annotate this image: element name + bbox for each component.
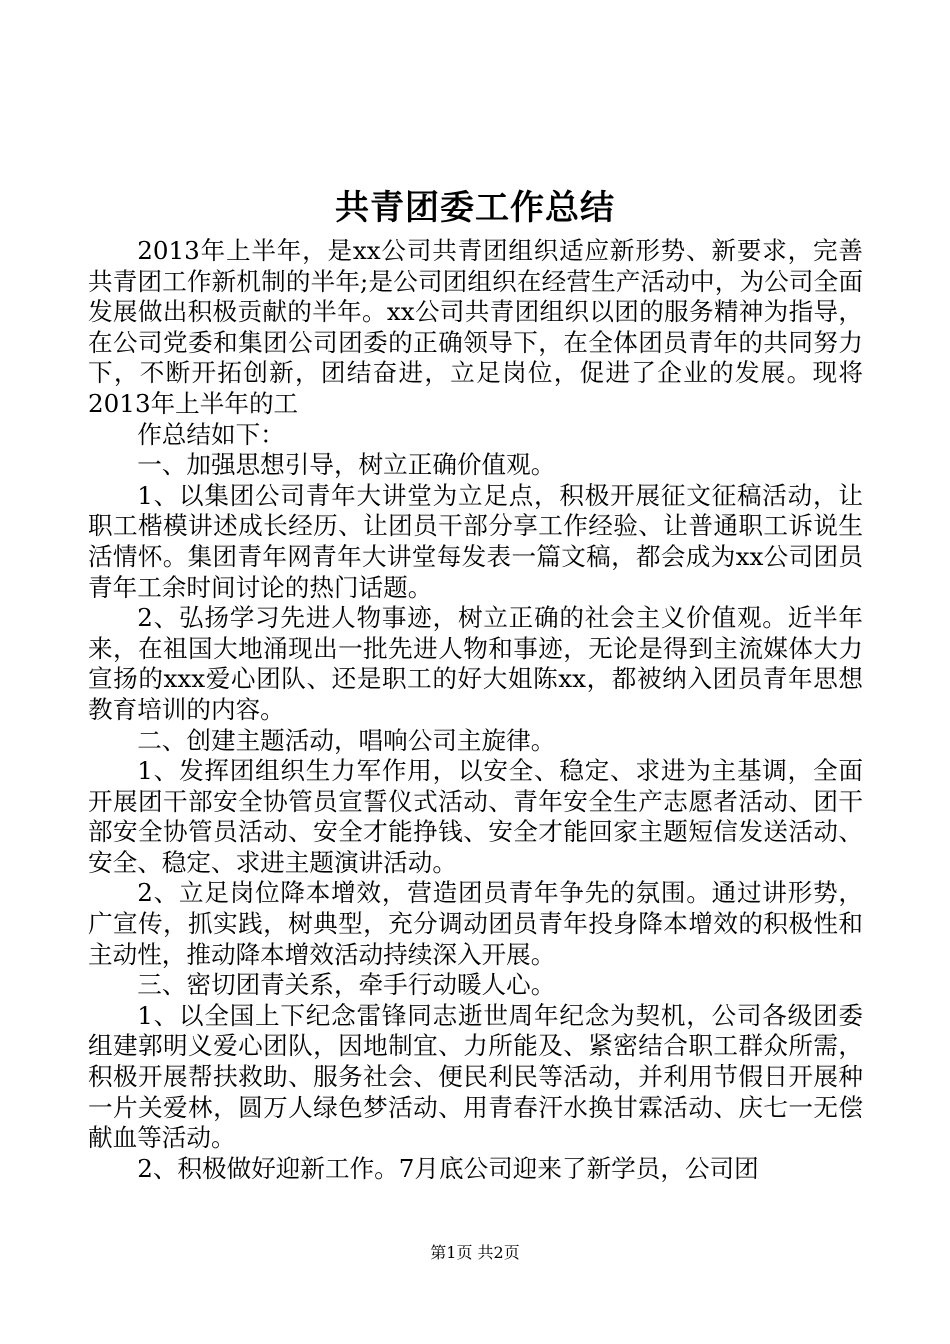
paragraph-3-1: 1、以全国上下纪念雷锋同志逝世周年纪念为契机，公司各级团委组建郭明义爱心团队，因地制宜、力所能及、紧密结合职工群众所需，积极开展帮扶救助、服务社会、便民利民等活动，并利用节假日开展种一片关爱林，圆万人绿色梦活动、用青春汗水换甘霖活动、庆七一无偿献血等活动。 [88, 1000, 863, 1153]
paragraph-1-2: 2、弘扬学习先进人物事迹，树立正确的社会主义价值观。近半年来，在祖国大地涌现出一批先进人物和事迹，无论是得到主流媒体大力宣扬的xxx爱心团队、还是职工的好大姐陈xx，都被纳入团员青年思想教育培训的内容。 [88, 603, 863, 724]
document-title: 共青团委工作总结 [335, 188, 615, 228]
paragraph-2-1: 1、发挥团组织生力军作用，以安全、稳定、求进为主基调，全面开展团干部安全协管员宣誓仪式活动、青年安全生产志愿者活动、团干部安全协管员活动、安全才能挣钱、安全才能回家主题短信发送活动、安全、稳定、求进主题演讲活动。 [88, 756, 863, 877]
paragraph-summary-lead: 作总结如下： [137, 419, 285, 449]
paragraph-2-2: 2、立足岗位降本增效，营造团员青年争先的氛围。通过讲形势，广宣传，抓实践，树典型，充分调动团员青年投身降本增效的积极性和主动性，推动降本增效活动持续深入开展。 [88, 878, 863, 969]
section-heading-2: 二、创建主题活动，唱响公司主旋律。 [137, 725, 556, 755]
section-heading-3: 三、密切团青关系，牵手行动暖人心。 [137, 970, 556, 1000]
paragraph-3-2: 2、积极做好迎新工作。7月底公司迎来了新学员，公司团 [137, 1153, 759, 1183]
document-body [88, 236, 863, 1184]
page-footer: 第1页 共2页 [430, 1243, 520, 1262]
paragraph-intro: 2013年上半年，是xx公司共青团组织适应新形势、新要求，完善共青团工作新机制的半年;是公司团组织在经营生产活动中，为公司全面发展做出积极贡献的半年。xx公司共青团组织以团的服务精神为指导，在公司党委和集团公司团委的正确领导下，在全体团员青年的共同努力下，不断开拓创新，团结奋进，立足岗位，促进了企业的发展。现将2013年上半年的工 [88, 236, 863, 418]
section-heading-1: 一、加强思想引导，树立正确价值观。 [137, 450, 556, 480]
paragraph-1-1: 1、以集团公司青年大讲堂为立足点，积极开展征文征稿活动，让职工楷模讲述成长经历、让团员干部分享工作经验、让普通职工诉说生活情怀。集团青年网青年大讲堂每发表一篇文稿，都会成为xx公司团员青年工余时间讨论的热门话题。 [88, 480, 863, 602]
